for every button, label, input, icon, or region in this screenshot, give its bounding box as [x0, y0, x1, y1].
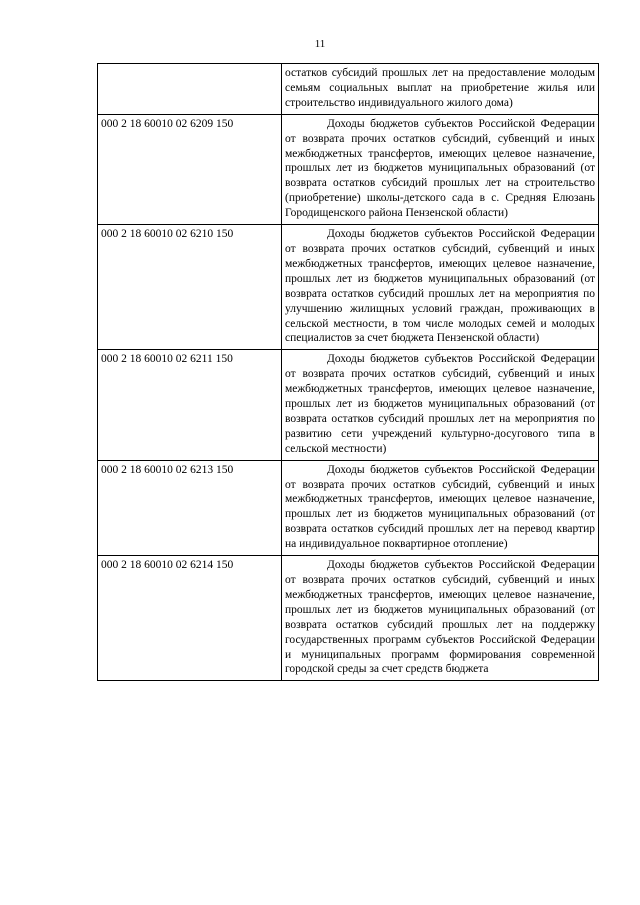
description-cell: [282, 460, 599, 555]
description-text: Доходы бюджетов субъектов Российской Федерации от возврата прочих остатков субсидий, субвенций и иных межбюджетных трансфертов, имеющих целевое назначение, прошлых лет из бюджетов муниципальных образований (от возврата остатков субсидий прошлых лет на мероприятия по улучшению жилищных условий граждан, проживающих в сельской местности, в том числе молодых семей и молодых специалистов за счет бюджета Пензенской области): [285, 228, 595, 345]
table-row: [98, 225, 599, 350]
description-text: остатков субсидий прошлых лет на предоставление молодым семьям социальных выплат на приобретение жилья или строительство индивидуального жилого дома): [285, 67, 595, 109]
description-text: Доходы бюджетов субъектов Российской Федерации от возврата прочих остатков субсидий, субвенций и иных межбюджетных трансфертов, имеющих целевое назначение, прошлых лет из бюджетов муниципальных образований (от возврата остатков субсидий прошлых лет на мероприятия по развитию сети учреждений культурно-досугового типа в сельской местности): [285, 353, 595, 455]
table-row: [98, 64, 599, 115]
budget-code-cell: 000 2 18 60010 02 6211 150: [98, 350, 282, 460]
description-cell: [282, 556, 599, 681]
description-text: Доходы бюджетов субъектов Российской Федерации от возврата прочих остатков субсидий, субвенций и иных межбюджетных трансфертов, имеющих целевое назначение, прошлых лет из бюджетов муниципальных образований (от возврата остатков субсидий прошлых лет на поддержку государственных программ субъектов Российской Федерации и муниципальных программ формирования современной городской среды за счет средств бюджета: [285, 559, 595, 676]
budget-code-cell: 000 2 18 60010 02 6209 150: [98, 114, 282, 224]
budget-code-cell: [98, 64, 282, 115]
page-number: 11: [314, 38, 326, 50]
table-row: [98, 114, 599, 224]
budget-code-cell: 000 2 18 60010 02 6214 150: [98, 556, 282, 681]
description-cell: [282, 114, 599, 224]
budget-code-cell: 000 2 18 60010 02 6213 150: [98, 460, 282, 555]
description-cell: [282, 64, 599, 115]
budget-codes-table: [97, 63, 599, 681]
description-cell: [282, 350, 599, 460]
table-row: [98, 556, 599, 681]
budget-code-cell: 000 2 18 60010 02 6210 150: [98, 225, 282, 350]
table-row: [98, 460, 599, 555]
description-text: Доходы бюджетов субъектов Российской Федерации от возврата прочих остатков субсидий, субвенций и иных межбюджетных трансфертов, имеющих целевое назначение, прошлых лет из бюджетов муниципальных образований (от возврата остатков субсидий прошлых лет на перевод квартир на индивидуальное поквартирное отопление): [285, 463, 595, 551]
table-row: [98, 350, 599, 460]
description-text: Доходы бюджетов субъектов Российской Федерации от возврата прочих остатков субсидий, субвенций и иных межбюджетных трансфертов, имеющих целевое назначение, прошлых лет из бюджетов муниципальных образований (от возврата остатков субсидий прошлых лет на строительство (приобретение) школы-детского сада в с. Средняя Елюзань Городищенского района Пензенской области): [285, 117, 595, 220]
description-cell: [282, 225, 599, 350]
